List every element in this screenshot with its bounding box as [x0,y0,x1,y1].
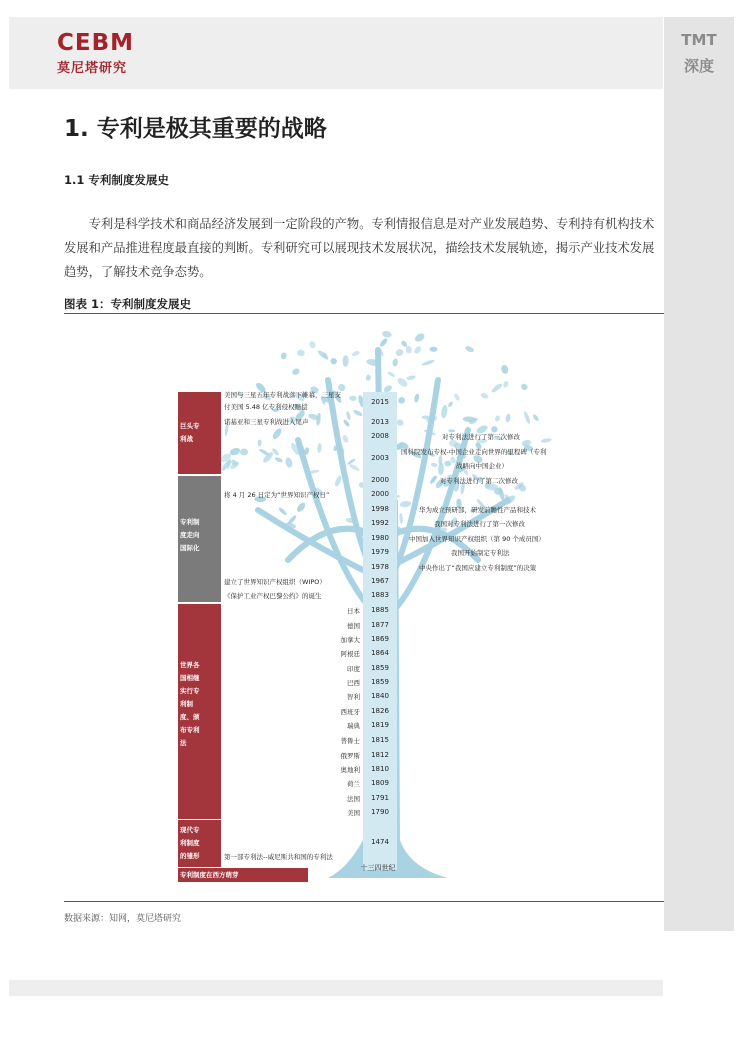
year-label: 2003 [371,454,389,462]
era-band-line: 国际化 [180,544,200,552]
leaf-mark [520,382,529,391]
right-event: 国科院发布专权-中国企业走向世界的里程碑（专利 [401,448,547,456]
leaf-mark [341,434,349,444]
side-tag-depth: 深度 [683,57,714,75]
right-event: 中央作出了“我国应建立专利制度”的决策 [419,564,537,572]
era-band-line: 专利制度在西方萌芽 [180,871,239,879]
year-label: 1885 [371,606,389,614]
country-label: 阿根廷 [340,650,360,658]
leaf-mark [453,393,460,402]
leaf-mark [316,413,322,426]
era-band-line: 的雏形 [180,852,200,860]
logo-mark: CEBM [57,30,135,56]
year-label: 1877 [371,621,389,629]
leaf-mark [540,438,551,444]
leaf-mark [351,350,360,357]
era-band-line: 现代专 [180,826,200,834]
year-label: 2000 [371,476,389,484]
subsection-title: 1.1 专利制度发展史 [64,173,169,187]
left-event: 将 4 月 26 日定为“世界知识产权日” [224,491,330,499]
year-label: 1869 [371,635,389,643]
year-label: 2015 [371,398,389,406]
leaf-mark [430,462,438,467]
leaf-mark [395,348,404,357]
leaf-mark [464,345,474,354]
leaf-mark [444,460,452,466]
leaf-mark [379,337,389,348]
left-event: 第一部专利法--威尼斯共和国的专利法 [224,853,333,861]
era-band-line: 世界各 [180,661,200,669]
country-label: 智利 [347,693,360,701]
leaf-mark [480,392,489,400]
country-label: 美国 [347,809,360,817]
country-label: 加拿大 [340,636,360,644]
side-tag-tmt: TMT [681,31,717,49]
year-label: 1809 [371,779,389,787]
leaf-mark [342,355,348,367]
leaf-mark [505,413,511,422]
leaf-mark [438,463,444,475]
era-band-line: 实行专 [180,687,200,695]
left-event: 《保护工业产权巴黎公约》的诞生 [224,592,322,600]
year-label: 1790 [371,808,389,816]
country-label: 日本 [347,607,360,615]
leaf-mark [330,357,338,365]
left-event: 诺基亚和三星专利战进入尾声 [224,418,309,426]
leaf-mark [381,330,392,339]
year-label: 1859 [371,664,389,672]
year-label: 1998 [371,505,389,513]
leaf-mark [317,349,330,361]
leaf-mark [500,364,509,375]
leaf-mark [317,443,322,453]
era-band [178,820,221,867]
year-label: 1967 [371,577,389,585]
country-label: 西班牙 [340,708,360,716]
right-event: 对专利法进行了第三次修改 [442,433,520,441]
leaf-mark [284,457,293,469]
leaf-mark [278,507,288,516]
era-band-line: 利战 [180,435,193,443]
right-event: 对专利法进行了第二次修改 [440,477,518,485]
leaf-mark [413,345,422,355]
country-label: 德国 [347,622,360,630]
country-label: 法国 [347,795,360,803]
leaf-mark [405,346,412,354]
leaf-mark [280,352,287,360]
era-band-line: 国相继 [180,674,200,682]
leaf-mark [523,411,531,425]
year-label: 1978 [371,563,389,571]
country-label: 奥地利 [340,766,360,774]
year-label: 1864 [371,649,389,657]
leaf-mark [346,411,352,421]
right-event: 我国开始制定专利法 [451,549,510,557]
era-band [178,604,221,819]
year-label: 1859 [371,678,389,686]
year-label: 2008 [371,432,389,440]
leaf-mark [392,358,398,367]
leaf-mark [502,380,509,388]
leaf-mark [258,439,262,446]
era-band [178,476,221,602]
year-label: 1979 [371,548,389,556]
leaf-mark [347,458,357,466]
era-band-line: 利制度 [180,839,200,847]
leaf-mark [413,332,426,343]
year-label: 1815 [371,736,389,744]
leaf-mark [414,393,420,403]
year-label: 1474 [371,838,389,846]
leaf-mark [295,501,306,513]
year-label: 1810 [371,765,389,773]
left-event: 美国与三星五年专利战落下帷幕，三星支 [224,391,341,399]
right-event: 我国对专利法进行了第一次修改 [434,520,525,528]
leaf-mark [441,405,449,419]
year-label: 1819 [371,721,389,729]
year-label: 1992 [371,519,389,527]
logo-name: 莫尼塔研究 [57,61,128,76]
figure-bottom-rule [64,901,664,902]
era-band [178,392,221,474]
patent-history-figure [178,320,608,885]
leaf-mark [397,396,406,405]
era-band-line: 专利制 [180,518,200,526]
left-event: 建立了世界知识产权组织（WIPO） [224,578,326,586]
leaf-mark [308,340,317,349]
leaf-mark [387,371,396,378]
year-label: 1826 [371,707,389,715]
era-band [178,868,308,882]
page-footer [9,980,663,996]
leaf-mark [291,367,300,376]
year-label: 十三四世纪 [360,864,396,872]
leaf-mark [240,448,249,456]
year-label: 2013 [371,418,389,426]
leaf-mark [399,513,403,524]
leaf-mark [429,347,437,352]
leaf-mark [399,500,411,508]
leaf-mark [274,456,283,463]
leaf-mark [447,401,454,408]
country-label: 荷兰 [347,780,360,788]
year-label: 1980 [371,534,389,542]
year-label: 1883 [371,591,389,599]
leaf-mark [365,374,371,381]
era-band-line: 布专利 [180,726,200,734]
source-note: 数据来源：知网，莫尼塔研究 [64,914,182,924]
section-title: 1. 专利是极其重要的战略 [64,116,327,142]
leaf-mark [271,427,283,441]
leaf-mark [532,413,540,422]
intro-paragraph: 专利是科学技术和商品经济发展到一定阶段的产物。专利情报信息是对产业发展趋势、专利持有机构技术发展和产品推进程度最直接的判断。专利研究可以展现技术发展状况，描绘技术发展轨迹，揭示产业技术发展趋势，了解技术竞争态势。 [64,217,655,279]
year-label: 1791 [371,794,389,802]
country-label: 巴西 [347,679,360,687]
country-label: 印度 [347,665,360,673]
right-event: 战略向中国企业） [456,462,508,470]
right-event: 华为成立预研部，研发前瞻性产品和技术 [419,506,536,514]
era-band-line: 利制 [180,700,193,708]
leaf-mark [348,463,360,472]
leaf-mark [490,382,503,394]
leaf-mark [297,349,306,356]
era-band-line: 法 [180,739,187,747]
year-label: 1812 [371,751,389,759]
page-header [9,17,663,89]
era-band-line: 巨头专 [180,422,200,430]
country-label: 俄罗斯 [340,752,360,760]
leaf-mark [421,359,435,367]
brand-logo [57,31,134,76]
figure-top-rule [64,313,664,314]
leaf-mark [494,415,501,423]
leaf-mark [349,395,357,401]
leaf-mark [406,375,416,381]
era-band-line: 度走向 [180,531,200,539]
figure-title: 图表 1：专利制度发展史 [64,297,192,311]
leaf-mark [334,475,343,488]
country-label: 普鲁士 [340,737,360,745]
leaf-mark [258,448,270,457]
right-event: 中国加入世界知识产权组织（第 90 个成员国） [409,535,545,543]
era-band-line: 度、颁 [180,713,200,721]
left-event: 付美国 5.48 亿专利侵权赔偿 [224,403,308,411]
leaf-mark [353,409,364,417]
side-band [664,17,734,931]
year-label: 1840 [371,692,389,700]
country-label: 瑞典 [347,722,360,730]
year-label: 2000 [371,490,389,498]
